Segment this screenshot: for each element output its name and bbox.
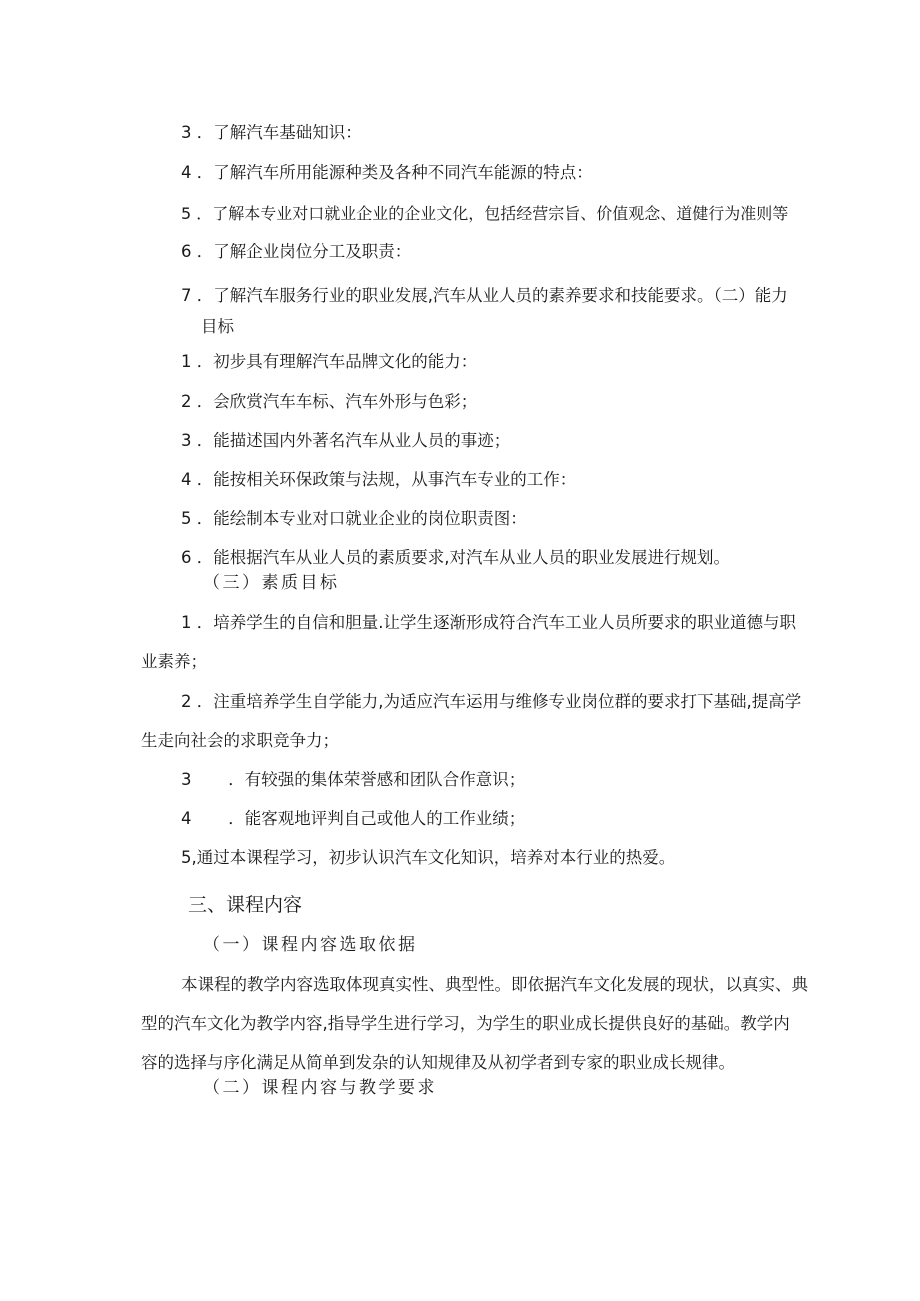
list-item — [181, 809, 525, 829]
item-text: ．初步具有理解汽车品牌文化的能力： — [196, 352, 478, 371]
subsection-heading: （二）课程内容与教学要求 — [203, 1078, 437, 1098]
item-text: ．了解汽车服务行业的职业发展,汽车从业人员的素养要求和技能要求。（二）能力 — [196, 286, 788, 305]
section-heading: 三、课程内容 — [188, 894, 303, 916]
subsection-heading: （一）课程内容选取依据 — [203, 935, 418, 955]
list-item — [181, 613, 796, 633]
item-continuation: 生走向社会的求职竞争力； — [141, 731, 339, 750]
list-item — [181, 509, 527, 529]
list-item — [181, 692, 801, 712]
list-item — [181, 286, 788, 306]
list-item — [181, 770, 525, 790]
item-text: ．有较强的集体荣誉感和团队合作意识； — [228, 770, 526, 789]
item-number: 3 — [181, 770, 192, 789]
list-item — [181, 123, 362, 143]
paragraph-line: 型的汽车文化为教学内容,指导学生进行学习，为学生的职业成长提供良好的基础。教学内 — [141, 1014, 790, 1033]
item-number: 4 — [181, 470, 192, 489]
item-number: 5 — [181, 204, 192, 223]
item-text: ．培养学生的自信和胆量.让学生逐渐形成符合汽车工业人员所要求的职业道德与职 — [196, 613, 796, 632]
item-number: 6 — [181, 548, 192, 567]
paragraph-line: 容的选择与序化满足从简单到发杂的认知规律及从初学者到专家的职业成长规律。 — [141, 1053, 735, 1072]
item-number: 2 — [181, 692, 192, 711]
item-number: 3 — [181, 431, 192, 450]
list-item — [181, 163, 593, 183]
list-item — [181, 548, 730, 568]
item-number: 4 — [181, 163, 192, 182]
list-item — [181, 242, 411, 262]
list-item — [181, 470, 576, 490]
list-item — [181, 392, 477, 412]
item-continuation: 业素养； — [141, 652, 207, 671]
item-number: 1 — [181, 613, 192, 632]
item-number: 6 — [181, 242, 192, 261]
paragraph-line: 本课程的教学内容选取体现真实性、典型性。即依据汽车文化发展的现状，以真实、典 — [181, 975, 808, 994]
item-text: ．会欣赏汽车车标、汽车外形与色彩； — [196, 392, 478, 411]
subsection-heading: （三）素质目标 — [203, 573, 340, 593]
item-text: ．能描述国内外著名汽车从业人员的事迹； — [196, 431, 511, 450]
item-text: ．了解汽车基础知识： — [196, 123, 362, 142]
item-number: 3 — [181, 123, 192, 142]
list-item — [181, 352, 477, 372]
item-text: ．能客观地评判自己或他人的工作业绩； — [228, 809, 526, 828]
item-text: ．注重培养学生自学能力,为适应汽车运用与维修专业岗位群的要求打下基础,提高学 — [196, 692, 802, 711]
item-text: 5,通过本课程学习，初步认识汽车文化知识，培养对本行业的热爱。 — [181, 848, 676, 867]
item-text: ．了解企业岗位分工及职责： — [196, 242, 412, 261]
item-text: ．了解本专业对口就业企业的企业文化，包括经营宗旨、价值观念、道健行为准则等 — [196, 204, 789, 223]
item-text: ．了解汽车所用能源种类及各种不同汽车能源的特点： — [196, 163, 593, 182]
item-text: ．能绘制本专业对口就业企业的岗位职责图： — [196, 509, 527, 528]
list-item — [181, 204, 788, 224]
item-continuation: 目标 — [201, 317, 234, 336]
item-text: ．能根据汽车从业人员的素质要求,对汽车从业人员的职业发展进行规划。 — [196, 548, 730, 567]
list-item — [181, 848, 675, 868]
item-text: ．能按相关环保政策与法规，从事汽车专业的工作： — [196, 470, 577, 489]
item-number: 4 — [181, 809, 192, 828]
list-item — [181, 431, 510, 451]
item-number: 1 — [181, 352, 192, 371]
item-number: 2 — [181, 392, 192, 411]
item-number: 7 — [181, 286, 192, 305]
item-number: 5 — [181, 509, 192, 528]
